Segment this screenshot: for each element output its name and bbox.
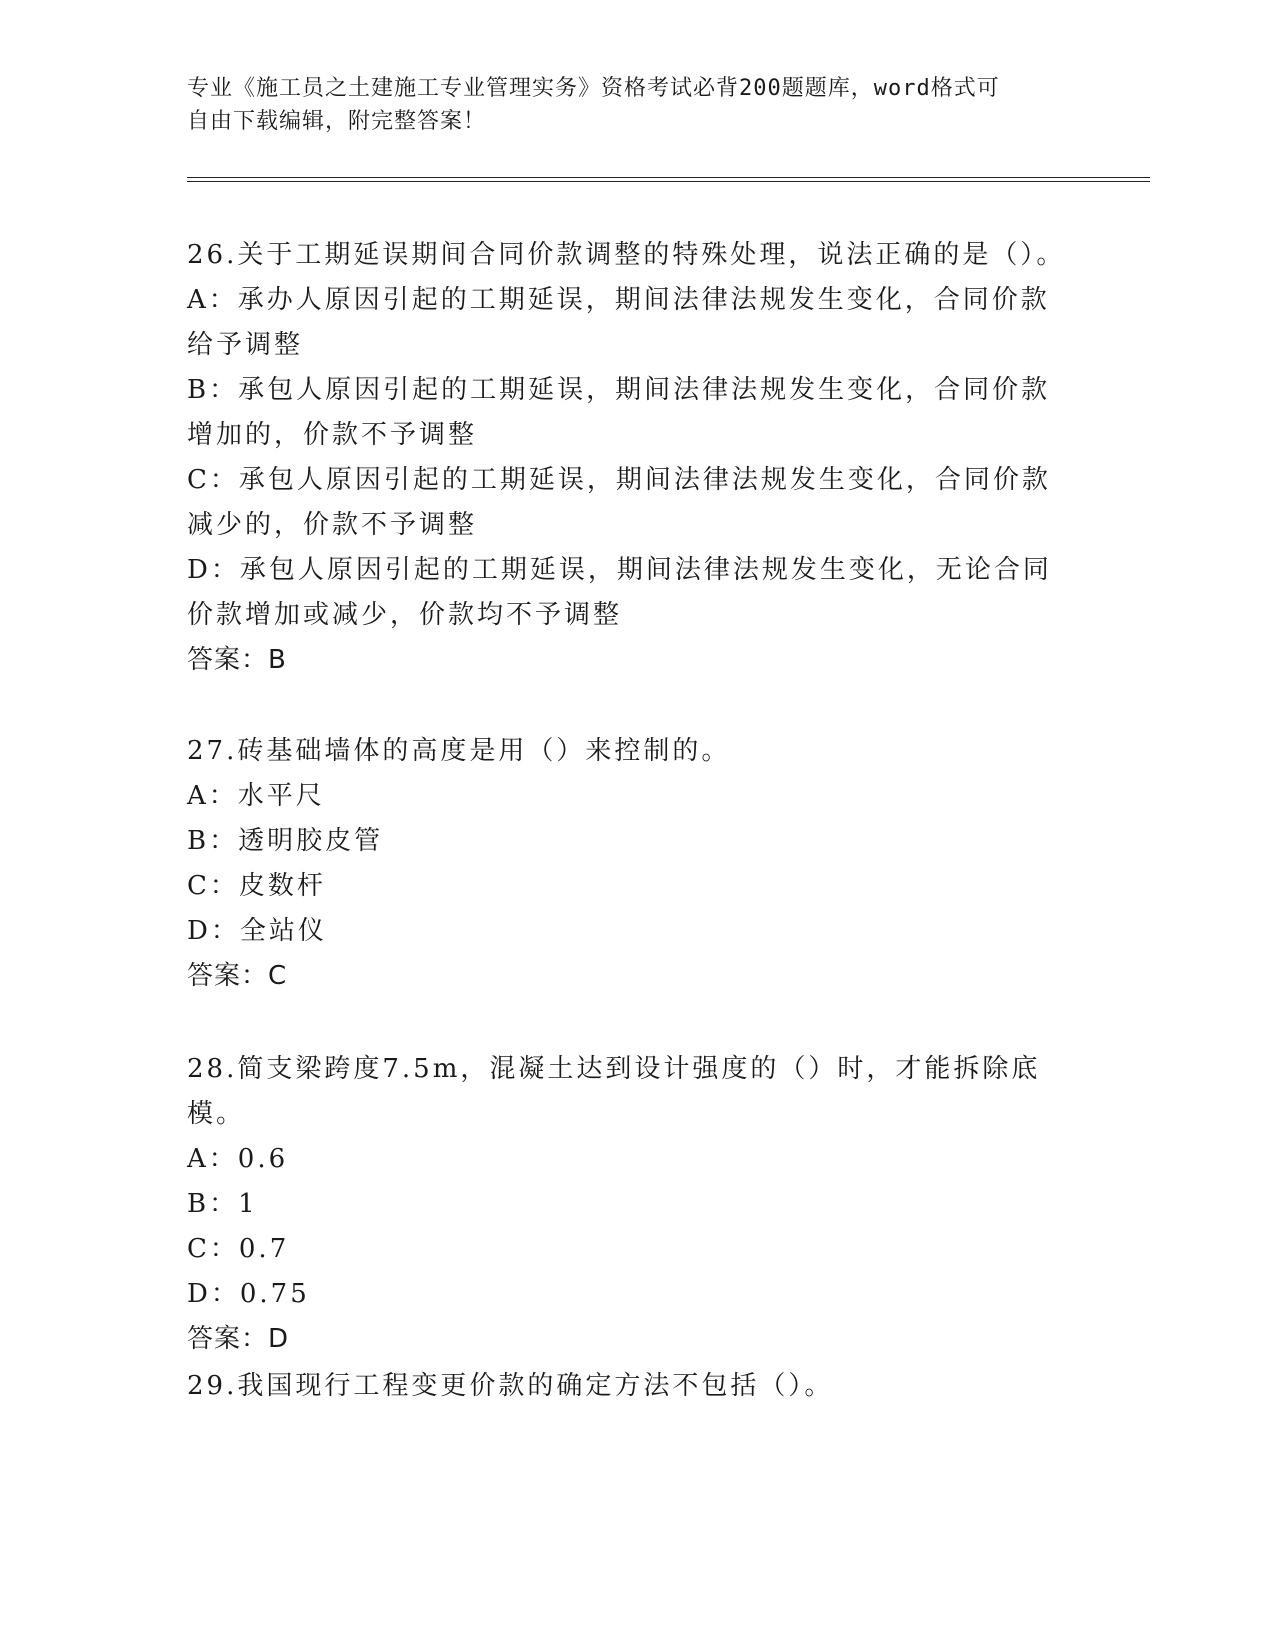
- question-stem: 27.砖基础墙体的高度是用（）来控制的。: [187, 736, 731, 766]
- header-line-2: 自由下载编辑，附完整答案！: [187, 109, 487, 134]
- option-c: C：0.7: [187, 1234, 290, 1264]
- option-a: A：承办人原因引起的工期延误，期间法律法规发生变化，合同价款给予调整: [187, 285, 1050, 360]
- option-a: A：水平尺: [187, 781, 325, 811]
- header-divider-top: [187, 177, 1150, 178]
- question-27: [187, 729, 1087, 999]
- question-26: [187, 233, 1087, 683]
- answer-label: 答案：B: [187, 645, 287, 675]
- header-divider-bottom: [187, 181, 1150, 182]
- question-stem: 28.简支梁跨度7.5m，混凝土达到设计强度的（）时，才能拆除底模。: [187, 1054, 1041, 1129]
- question-stem: 26.关于工期延误期间合同价款调整的特殊处理，说法正确的是（）。: [187, 240, 1066, 270]
- option-b: B：承包人原因引起的工期延误，期间法律法规发生变化，合同价款增加的，价款不予调整: [187, 375, 1051, 450]
- option-d: D：承包人原因引起的工期延误，期间法律法规发生变化，无论合同价款增加或减少，价款均不予调整: [187, 555, 1052, 630]
- option-d: D：全站仪: [187, 916, 327, 946]
- option-d: D：0.75: [187, 1279, 310, 1309]
- option-b: B：1: [187, 1189, 258, 1219]
- document-header: [187, 72, 1067, 138]
- question-29: [187, 1364, 1087, 1409]
- question-28: [187, 1047, 1087, 1362]
- option-c: C：皮数杆: [187, 871, 326, 901]
- question-stem: 29.我国现行工程变更价款的确定方法不包括（）。: [187, 1371, 834, 1401]
- answer-label: 答案：D: [187, 1324, 290, 1354]
- answer-label: 答案：C: [187, 961, 288, 991]
- header-line-1: 专业《施工员之土建施工专业管理实务》资格考试必背200题题库，word格式可: [187, 76, 1000, 101]
- option-b: B：透明胶皮管: [187, 826, 384, 856]
- option-a: A：0.6: [187, 1144, 289, 1174]
- option-c: C：承包人原因引起的工期延误，期间法律法规发生变化，合同价款减少的，价款不予调整: [187, 465, 1051, 540]
